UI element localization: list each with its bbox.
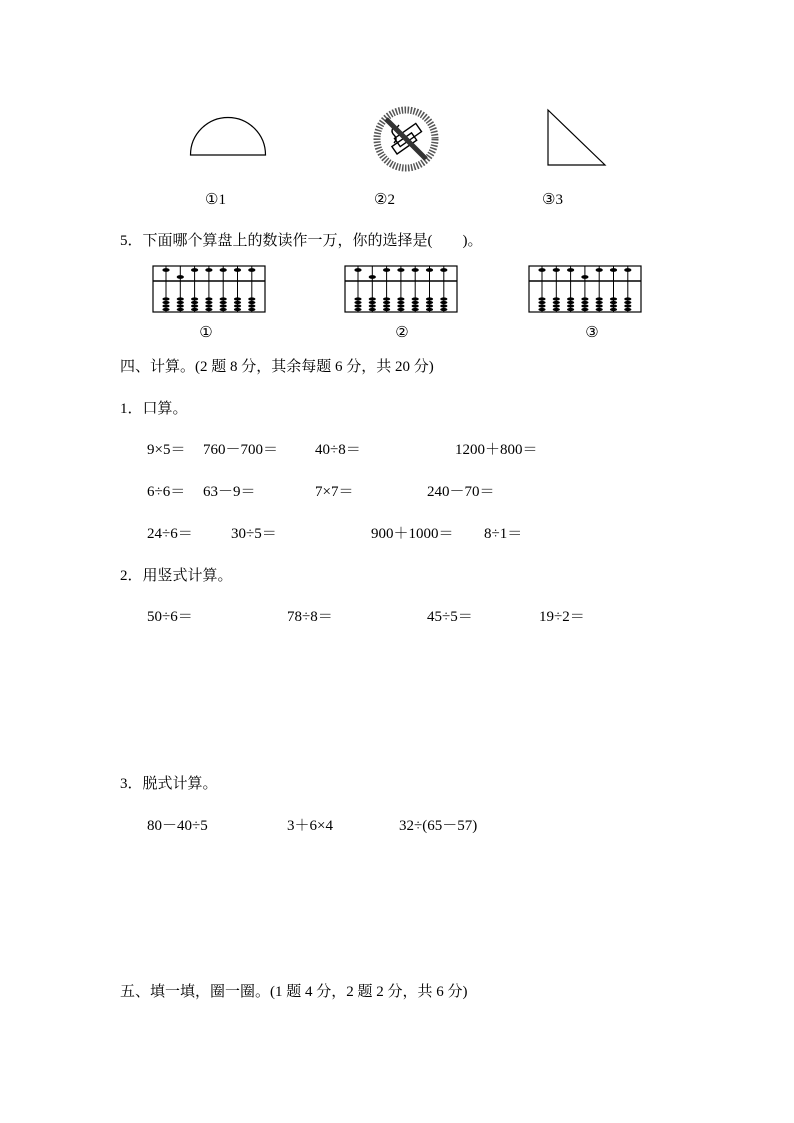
question-5: 5．下面哪个算盘上的数读作一万，你的选择是( )。 (120, 233, 483, 249)
oral-calc-item: 30÷5＝ (231, 526, 277, 542)
oral-calc-item: 900＋1000＝ (371, 526, 454, 542)
abacus-option-3 (528, 265, 642, 313)
vertical-calc-item: 45÷5＝ (427, 609, 473, 625)
section-4-title: 四、计算。(2 题 8 分，其余每题 6 分，共 20 分) (120, 359, 434, 375)
step-calc-item: 32÷(65－57) (399, 818, 478, 834)
abacus-label-2: ② (395, 325, 409, 341)
abacus-option-1 (152, 265, 266, 313)
abacus-option-2 (344, 265, 458, 313)
oral-calc-item: 760－700＝ (203, 442, 279, 458)
part-1-title: 1．口算。 (120, 401, 188, 417)
part-2-title: 2．用竖式计算。 (120, 568, 233, 584)
oral-calc-item: 1200＋800＝ (455, 442, 538, 458)
no-smoking-sign-icon (372, 105, 440, 173)
shape-label-3: ③3 (542, 192, 563, 208)
oral-calc-item: 24÷6＝ (147, 526, 193, 542)
section-5-title: 五、填一填，圈一圈。(1 题 4 分，2 题 2 分，共 6 分) (120, 984, 468, 1000)
vertical-calc-item: 78÷8＝ (287, 609, 333, 625)
oral-calc-item: 9×5＝ (147, 442, 186, 458)
oral-calc-item: 63－9＝ (203, 484, 256, 500)
part-3-title: 3．脱式计算。 (120, 776, 218, 792)
semicircle-shape (189, 116, 269, 158)
step-calc-item: 80－40÷5 (147, 818, 208, 834)
abacus-label-1: ① (199, 325, 213, 341)
oral-calc-item: 6÷6＝ (147, 484, 186, 500)
right-triangle-shape (545, 108, 609, 168)
oral-calc-item: 7×7＝ (315, 484, 354, 500)
oral-calc-item: 8÷1＝ (484, 526, 523, 542)
oral-calc-item: 240－70＝ (427, 484, 495, 500)
oral-calc-item: 40÷8＝ (315, 442, 361, 458)
abacus-label-3: ③ (585, 325, 599, 341)
vertical-calc-item: 50÷6＝ (147, 609, 193, 625)
shape-label-1: ①1 (205, 192, 226, 208)
step-calc-item: 3＋6×4 (287, 818, 333, 834)
vertical-calc-item: 19÷2＝ (539, 609, 585, 625)
shape-label-2: ②2 (374, 192, 395, 208)
